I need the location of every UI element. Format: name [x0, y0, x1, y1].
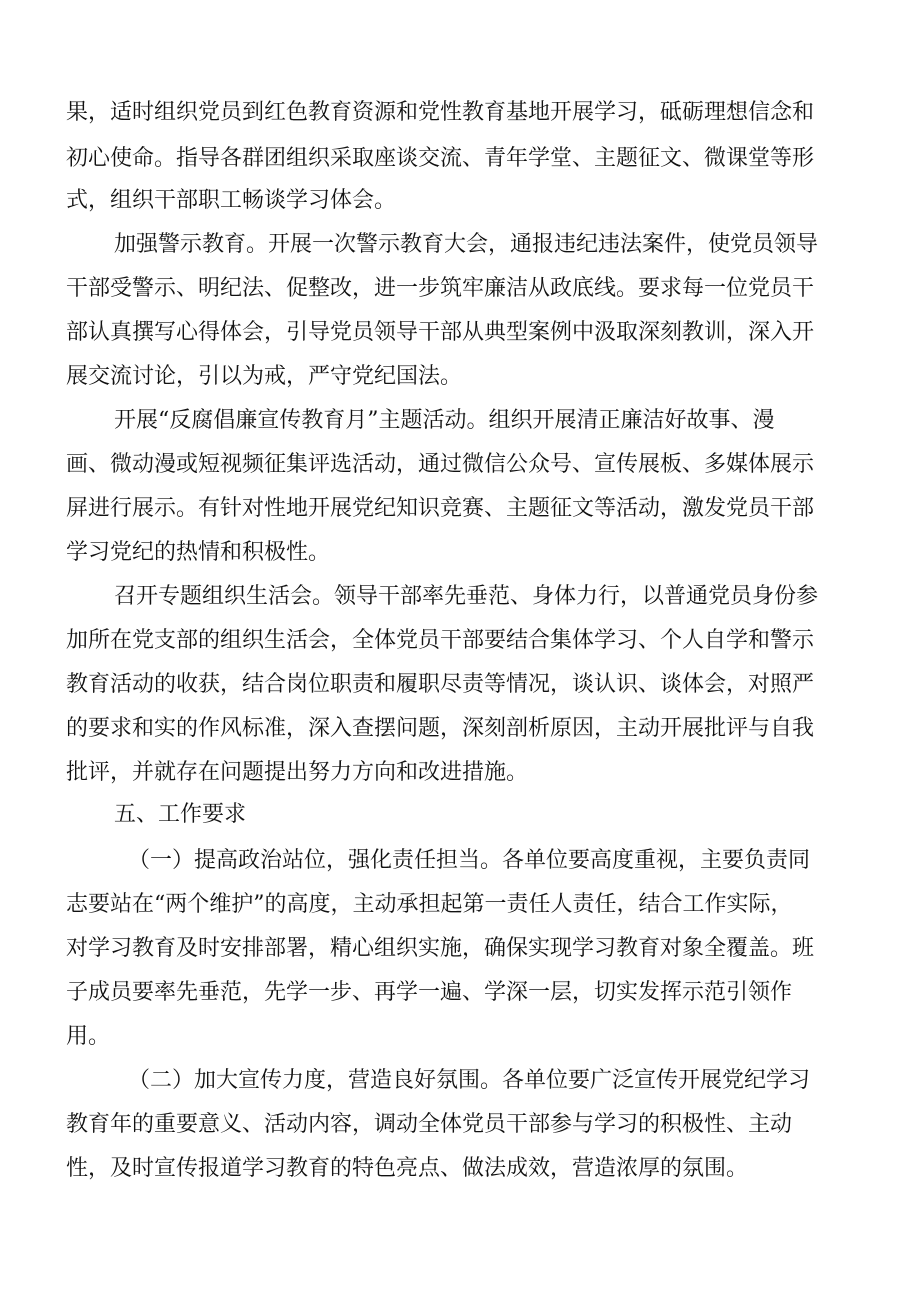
text-line [0, 934, 920, 964]
text-line [0, 538, 920, 568]
text-line [0, 144, 920, 174]
text-line [0, 670, 920, 700]
line-text: （二）加大宣传力度，营造良好氛围。各单位要广泛宣传开展党纪学习 [128, 1068, 811, 1093]
text-line [0, 98, 920, 128]
line-text: 召开专题组织生活会。领导干部率先垂范、身体力行，以普通党员身份参 [114, 584, 819, 609]
text-line [0, 230, 920, 260]
line-text: 子成员要率先垂范，先学一步、再学一遍、学深一层，切实发挥示范引领作 [66, 980, 793, 1005]
line-text: （一）提高政治站位，强化责任担当。各单位要高度重视，主要负责同 [128, 848, 811, 873]
text-line [0, 626, 920, 656]
text-line [0, 758, 920, 788]
text-line [0, 1022, 920, 1052]
text-line [0, 1154, 920, 1184]
line-text: 开展“反腐倡廉宣传教育月”主题活动。组织开展清正廉洁好故事、漫 [114, 408, 775, 433]
section-heading [0, 800, 920, 830]
text-line [0, 1110, 920, 1140]
line-text: 性，及时宣传报道学习教育的特色亮点、做法成效，营造浓厚的氛围。 [66, 1156, 749, 1181]
line-text: 的要求和实的作风标准，深入查摆问题，深刻剖析原因，主动开展批评与自我 [66, 716, 815, 741]
line-text: 画、微动漫或短视频征集评选活动，通过微信公众号、宣传展板、多媒体展示 [66, 452, 815, 477]
line-text: 加所在党支部的组织生活会，全体党员干部要结合集体学习、个人自学和警示 [66, 628, 815, 653]
line-text: 学习党纪的热情和积极性。 [66, 540, 331, 565]
line-text: 屏进行展示。有针对性地开展党纪知识竞赛、主题征文等活动，激发党员干部 [66, 496, 815, 521]
text-line [0, 494, 920, 524]
text-line [0, 362, 920, 392]
text-line [0, 450, 920, 480]
text-line [0, 890, 920, 920]
text-line [0, 406, 920, 436]
text-line [0, 978, 920, 1008]
line-text: 初心使命。指导各群团组织采取座谈交流、青年学堂、主题征文、微课堂等形 [66, 146, 815, 171]
section-heading-text: 五、工作要求 [114, 802, 247, 827]
line-text: 干部受警示、明纪法、促整改，进一步筑牢廉洁从政底线。要求每一位党员干 [66, 276, 815, 301]
line-text: 志要站在“两个维护”的高度，主动承担起第一责任人责任，结合工作实际， [66, 892, 793, 917]
line-text: 用。 [66, 1024, 111, 1049]
text-line [0, 274, 920, 304]
text-line [0, 318, 920, 348]
line-text: 部认真撰写心得体会，引导党员领导干部从典型案例中汲取深刻教训，深入开 [66, 320, 815, 345]
text-line [0, 582, 920, 612]
text-line [0, 186, 920, 216]
line-text: 果，适时组织党员到红色教育资源和党性教育基地开展学习，砥砺理想信念和 [66, 100, 815, 125]
line-text: 展交流讨论，引以为戒，严守党纪国法。 [66, 364, 463, 389]
line-text: 教育年的重要意义、活动内容，调动全体党员干部参与学习的积极性、主动 [66, 1112, 793, 1137]
line-text: 对学习教育及时安排部署，精心组织实施，确保实现学习教育对象全覆盖。班 [66, 936, 815, 961]
line-text: 加强警示教育。开展一次警示教育大会，通报违纪违法案件，使党员领导 [114, 232, 819, 257]
line-text: 式，组织干部职工畅谈学习体会。 [66, 188, 397, 213]
line-text: 教育活动的收获，结合岗位职责和履职尽责等情况，谈认识、谈体会，对照严 [66, 672, 815, 697]
line-text: 批评，并就存在问题提出努力方向和改进措施。 [66, 760, 529, 785]
text-line [0, 1066, 920, 1096]
text-line [0, 714, 920, 744]
text-line [0, 846, 920, 876]
